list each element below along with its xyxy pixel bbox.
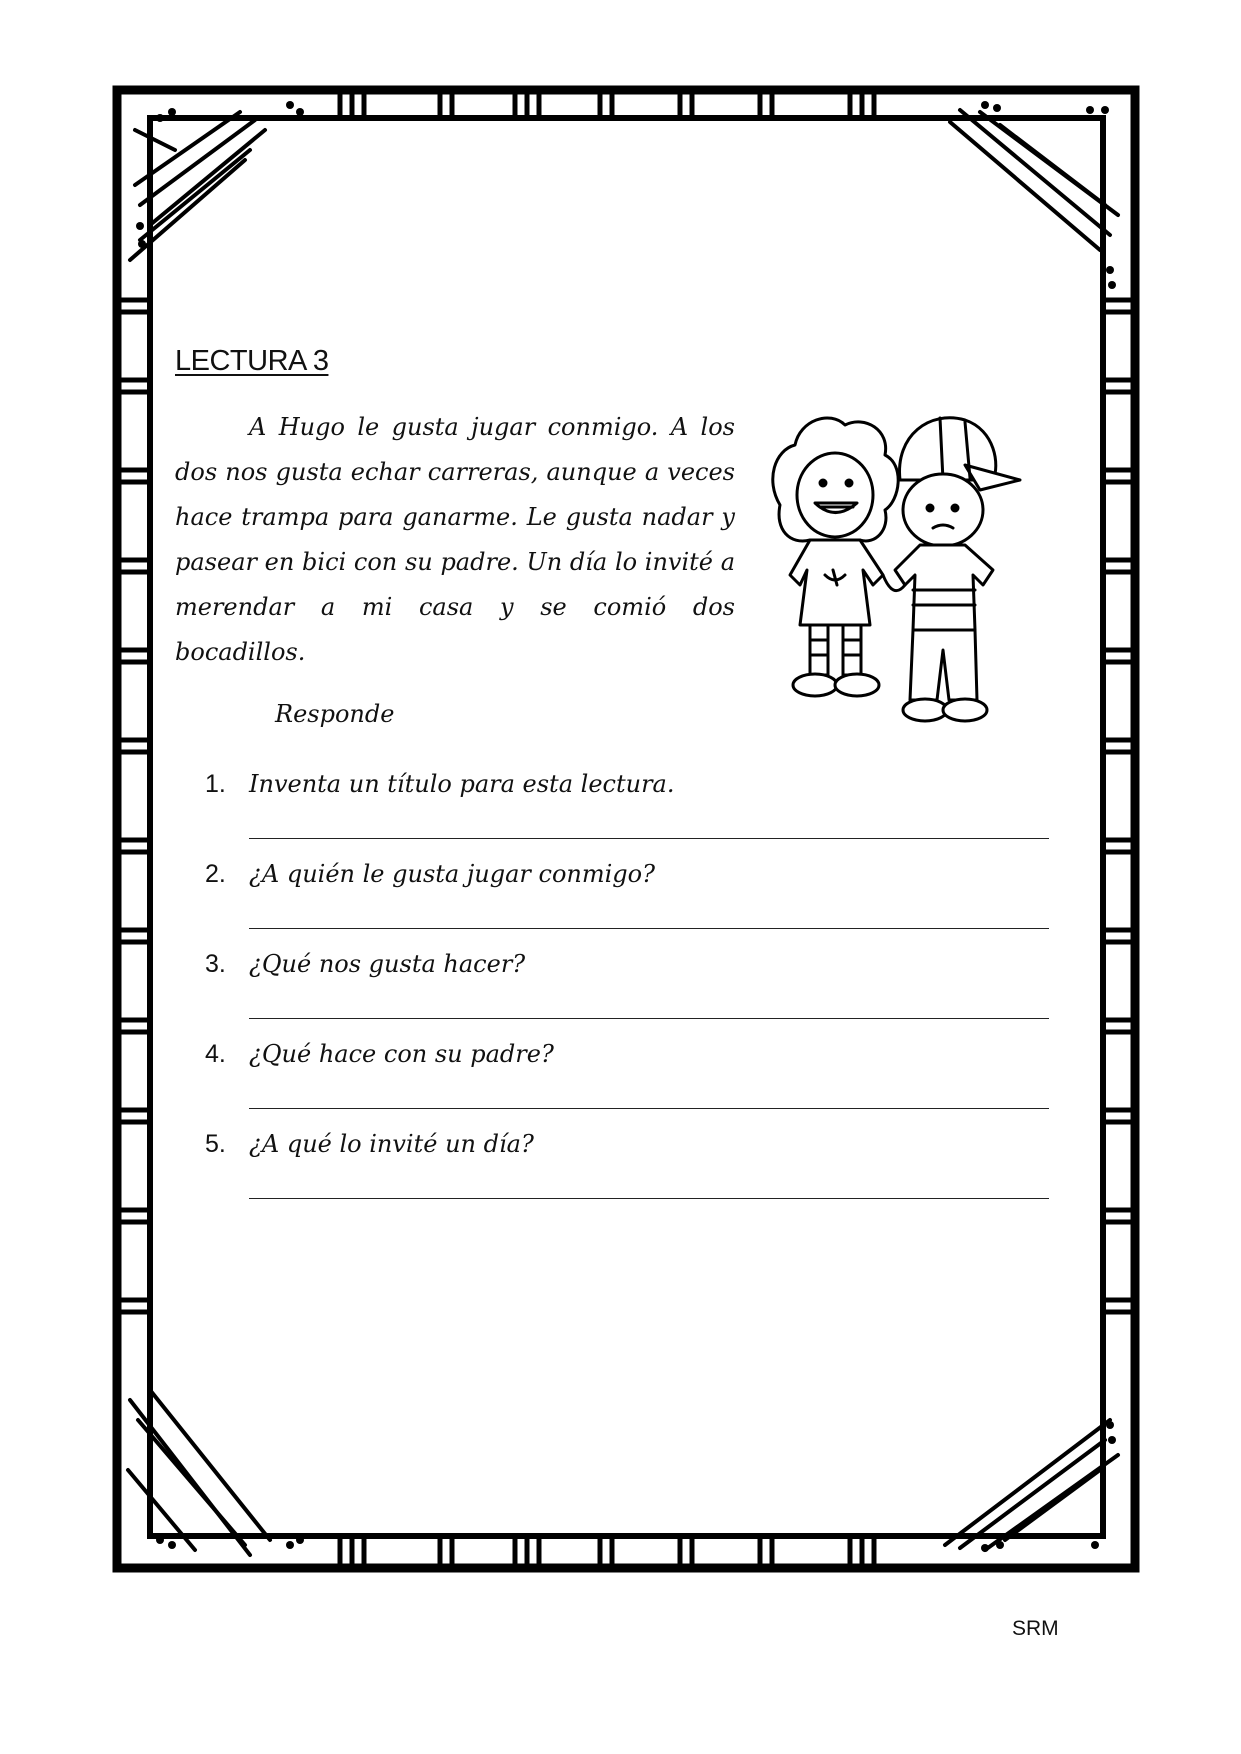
question-number: 4. <box>205 1040 226 1068</box>
question-text: ¿A qué lo invité un día? <box>249 1130 534 1158</box>
two-children-holding-hands-icon <box>765 410 1030 760</box>
question-item <box>205 770 1055 860</box>
question-item <box>205 860 1055 950</box>
question-number: 3. <box>205 950 226 978</box>
footer-initials: SRM <box>1012 1617 1059 1640</box>
reading-title: LECTURA 3 <box>175 345 329 377</box>
reading-paragraph: A Hugo le gusta jugar conmigo. A los dos nos gusta echar carreras, aunque a veces hace trampa para ganarme. Le gusta nadar y pasear en bici con su padre. Un día lo invité a merendar a mi casa y se comió dos bocadillos. <box>175 413 735 666</box>
question-text: ¿Qué hace con su padre? <box>249 1040 554 1068</box>
answer-line <box>249 1108 1049 1109</box>
question-item <box>205 950 1055 1040</box>
responde-label: Responde <box>275 700 395 728</box>
question-text: Inventa un título para esta lectura. <box>249 770 675 798</box>
question-item <box>205 1130 1055 1220</box>
question-number: 5. <box>205 1130 226 1158</box>
answer-line <box>249 928 1049 929</box>
answer-line <box>249 1198 1049 1199</box>
question-number: 1. <box>205 770 226 798</box>
question-text: ¿A quién le gusta jugar conmigo? <box>249 860 655 888</box>
answer-line <box>249 1018 1049 1019</box>
answer-line <box>249 838 1049 839</box>
question-text: ¿Qué nos gusta hacer? <box>249 950 526 978</box>
question-number: 2. <box>205 860 226 888</box>
question-list <box>205 770 1055 1220</box>
question-item <box>205 1040 1055 1130</box>
